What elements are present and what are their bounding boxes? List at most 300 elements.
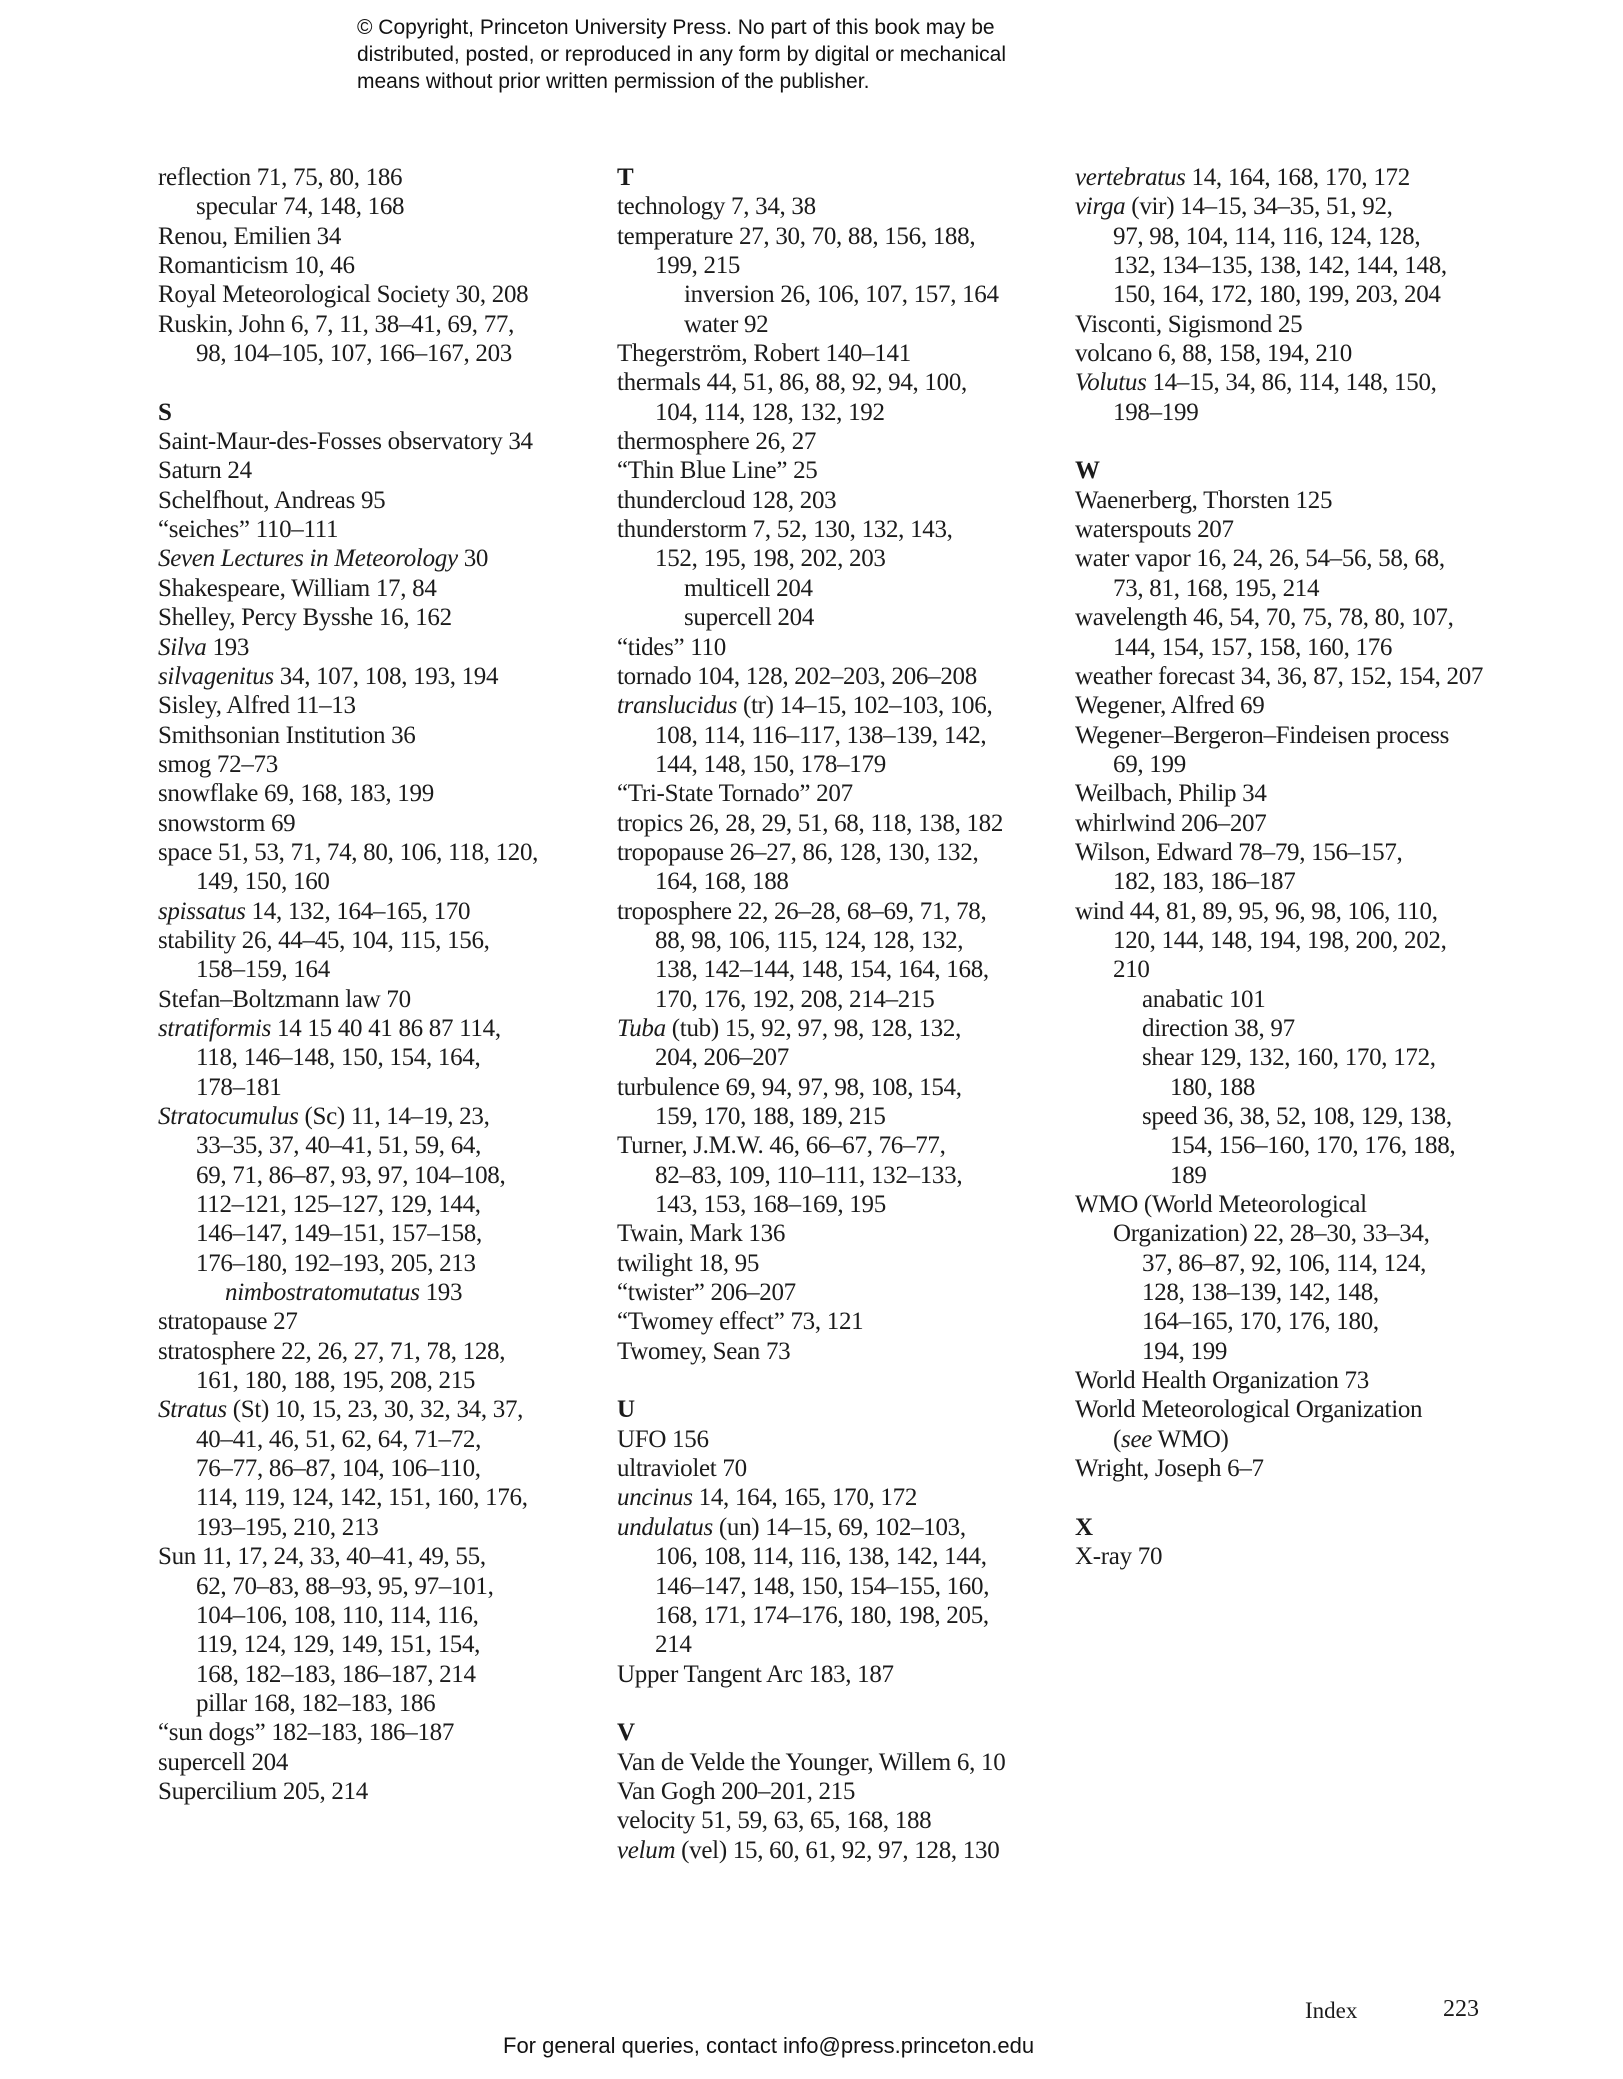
entry-text: 193 bbox=[419, 1279, 463, 1307]
entry-text: waterspouts 207 bbox=[1075, 516, 1234, 544]
entry-text: 14–15, 34, 86, 114, 148, 150, bbox=[1146, 369, 1437, 397]
index-entry-line bbox=[1075, 1337, 1545, 1366]
entry-text: Ruskin, John 6, 7, 11, 38–41, 69, 77, bbox=[158, 310, 515, 338]
entry-text: UFO 156 bbox=[617, 1425, 709, 1453]
entry-text: ultraviolet 70 bbox=[617, 1455, 747, 1483]
entry-text: space 51, 53, 71, 74, 80, 106, 118, 120, bbox=[158, 838, 539, 866]
entry-text: 204, 206–207 bbox=[655, 1044, 789, 1072]
index-entry-line bbox=[1075, 486, 1545, 515]
entry-text: 106, 108, 114, 116, 138, 142, 144, bbox=[655, 1543, 987, 1571]
entry-text: 69, 71, 86–87, 93, 97, 104–108, bbox=[196, 1161, 506, 1189]
index-entry-line bbox=[158, 603, 628, 632]
entry-text: tropics 26, 28, 29, 51, 68, 118, 138, 182 bbox=[617, 809, 1004, 837]
index-entry-line bbox=[1075, 368, 1545, 397]
copyright-line: distributed, posted, or reproduced in any form by digital or mechanical bbox=[357, 43, 1007, 66]
index-entry-line bbox=[1075, 1073, 1545, 1102]
entry-text: (vir) 14–15, 34–35, 51, 92, bbox=[1125, 193, 1393, 221]
entry-text: smog 72–73 bbox=[158, 750, 278, 778]
entry-text: 194, 199 bbox=[1142, 1337, 1228, 1365]
index-entry-line bbox=[1075, 1131, 1545, 1160]
index-entry-line bbox=[1075, 955, 1545, 984]
entry-text: reflection 71, 75, 80, 186 bbox=[158, 164, 403, 191]
entry-text: stratopause 27 bbox=[158, 1308, 298, 1336]
index-entry-line bbox=[1075, 310, 1545, 339]
index-entry-line bbox=[617, 897, 1087, 926]
index-entry-line bbox=[1075, 1161, 1545, 1190]
index-entry-line bbox=[1075, 251, 1545, 280]
entry-text: snowflake 69, 168, 183, 199 bbox=[158, 780, 434, 808]
entry-text: tornado 104, 128, 202–203, 206–208 bbox=[617, 662, 977, 690]
section-heading: X bbox=[1075, 1513, 1093, 1541]
index-entry-line bbox=[617, 427, 1087, 456]
entry-text: volcano 6, 88, 158, 194, 210 bbox=[1075, 340, 1352, 368]
index-entry-line bbox=[158, 926, 628, 955]
index-entry-line bbox=[617, 1190, 1087, 1219]
index-entry-line bbox=[1075, 544, 1545, 573]
index-entry-line bbox=[1075, 809, 1545, 838]
entry-text: water vapor 16, 24, 26, 54–56, 58, 68, bbox=[1075, 545, 1445, 573]
index-entry-line bbox=[158, 1366, 628, 1395]
entry-text: “Tri-State Tornado” 207 bbox=[617, 780, 853, 808]
entry-text: wind 44, 81, 89, 95, 96, 98, 106, 110, bbox=[1075, 897, 1438, 925]
entry-text: Weilbach, Philip 34 bbox=[1075, 780, 1267, 808]
index-entry-line bbox=[617, 280, 1087, 309]
index-entry-line bbox=[158, 1572, 628, 1601]
entry-text: Wilson, Edward 78–79, 156–157, bbox=[1075, 838, 1403, 866]
entry-text: 88, 98, 106, 115, 124, 128, 132, bbox=[655, 926, 964, 954]
index-entry-line bbox=[158, 515, 628, 544]
entry-text: 150, 164, 172, 180, 199, 203, 204 bbox=[1113, 281, 1441, 309]
entry-term-italic: velum bbox=[617, 1836, 676, 1864]
index-entry-line bbox=[158, 1601, 628, 1630]
entry-text: 108, 114, 116–117, 138–139, 142, bbox=[655, 721, 987, 749]
index-entry-line bbox=[1075, 633, 1545, 662]
index-entry-line bbox=[158, 985, 628, 1014]
index-entry-line bbox=[158, 1190, 628, 1219]
entry-text: (tub) 15, 92, 97, 98, 128, 132, bbox=[665, 1014, 962, 1042]
index-entry-line bbox=[158, 339, 628, 368]
entry-text: (vel) 15, 60, 61, 92, 97, 128, 130 bbox=[675, 1836, 1000, 1864]
entry-text: 119, 124, 129, 149, 151, 154, bbox=[196, 1631, 481, 1659]
footer-queries-line: For general queries, contact info@press.princeton.edu bbox=[503, 2033, 1035, 2058]
entry-text: 180, 188 bbox=[1170, 1073, 1256, 1101]
index-entry-line bbox=[158, 192, 628, 221]
entry-text: Organization) 22, 28–30, 33–34, bbox=[1113, 1220, 1430, 1248]
entry-text: stability 26, 44–45, 104, 115, 156, bbox=[158, 926, 490, 954]
index-entry-line bbox=[617, 867, 1087, 896]
entry-text: 210 bbox=[1113, 956, 1150, 984]
index-entry-line bbox=[617, 368, 1087, 397]
index-entry-line bbox=[1075, 603, 1545, 632]
index-entry-line bbox=[158, 1014, 628, 1043]
entry-text: speed 36, 38, 52, 108, 129, 138, bbox=[1142, 1103, 1452, 1130]
entry-text: turbulence 69, 94, 97, 98, 108, 154, bbox=[617, 1073, 962, 1101]
index-entry-line bbox=[158, 544, 628, 573]
entry-text: Stefan–Boltzmann law 70 bbox=[158, 985, 411, 1013]
entry-text: tropopause 26–27, 86, 128, 130, 132, bbox=[617, 838, 979, 866]
entry-text: inversion 26, 106, 107, 157, 164 bbox=[684, 281, 999, 309]
entry-text: Wegener, Alfred 69 bbox=[1075, 692, 1265, 720]
index-entry-line bbox=[158, 1513, 628, 1542]
entry-term-italic: Stratus bbox=[158, 1396, 227, 1424]
index-entry-line bbox=[158, 955, 628, 984]
entry-text: 193–195, 210, 213 bbox=[196, 1513, 379, 1541]
entry-text: “Twomey effect” 73, 121 bbox=[617, 1308, 864, 1336]
index-column-3 bbox=[1075, 163, 1545, 1572]
index-entry-line bbox=[617, 1630, 1087, 1659]
index-entry-line bbox=[617, 1660, 1087, 1689]
entry-text: 154, 156–160, 170, 176, 188, bbox=[1170, 1132, 1456, 1160]
index-entry-line bbox=[617, 1043, 1087, 1072]
entry-text: (un) 14–15, 69, 102–103, bbox=[712, 1513, 966, 1541]
index-entry-line bbox=[158, 1395, 628, 1424]
entry-text: World Meteorological Organization bbox=[1075, 1396, 1423, 1424]
entry-text: WMO (World Meteorological bbox=[1075, 1191, 1367, 1219]
entry-text: direction 38, 97 bbox=[1142, 1014, 1295, 1042]
entry-text: 104–106, 108, 110, 114, 116, bbox=[196, 1601, 479, 1629]
entry-text: “tides” 110 bbox=[617, 633, 726, 661]
entry-text: 164–165, 170, 176, 180, bbox=[1142, 1308, 1379, 1336]
entry-text: supercell 204 bbox=[158, 1748, 289, 1776]
entry-text: 97, 98, 104, 114, 116, 124, 128, bbox=[1113, 222, 1421, 250]
entry-text: 164, 168, 188 bbox=[655, 868, 789, 896]
index-entry-line bbox=[617, 1014, 1087, 1043]
index-entry-line bbox=[158, 1073, 628, 1102]
entry-text: anabatic 101 bbox=[1142, 985, 1266, 1013]
entry-text: Shelley, Percy Bysshe 16, 162 bbox=[158, 604, 452, 632]
entry-text: 34, 107, 108, 193, 194 bbox=[273, 662, 499, 690]
entry-text: 76–77, 86–87, 104, 106–110, bbox=[196, 1455, 481, 1483]
index-entry-line bbox=[617, 1102, 1087, 1131]
entry-text: wavelength 46, 54, 70, 75, 78, 80, 107, bbox=[1075, 604, 1454, 632]
index-entry-line bbox=[1075, 1014, 1545, 1043]
entry-term-italic: Stratocumulus bbox=[158, 1103, 299, 1130]
index-entry-line bbox=[158, 1542, 628, 1571]
index-entry-line bbox=[1075, 515, 1545, 544]
entry-text: Royal Meteorological Society 30, 208 bbox=[158, 281, 529, 309]
entry-text: Smithsonian Institution 36 bbox=[158, 721, 416, 749]
entry-text: 144, 154, 157, 158, 160, 176 bbox=[1113, 633, 1393, 661]
index-entry-line bbox=[617, 662, 1087, 691]
copyright-notice bbox=[357, 14, 1006, 95]
index-entry-line bbox=[1075, 985, 1545, 1014]
index-entry-line bbox=[617, 1806, 1087, 1835]
index-entry-line bbox=[617, 750, 1087, 779]
entry-text: Renou, Emilien 34 bbox=[158, 222, 342, 250]
index-entry-line bbox=[617, 574, 1087, 603]
index-entry-line bbox=[158, 1454, 628, 1483]
entry-text: Wright, Joseph 6–7 bbox=[1075, 1455, 1264, 1483]
index-entry-line bbox=[1075, 691, 1545, 720]
index-entry-line bbox=[158, 691, 628, 720]
index-entry-line bbox=[158, 633, 628, 662]
entry-text: 189 bbox=[1170, 1161, 1207, 1189]
entry-text: ( bbox=[1113, 1425, 1122, 1453]
entry-text: 14, 164, 168, 170, 172 bbox=[1185, 164, 1410, 191]
entry-term-italic: stratiformis bbox=[158, 1014, 272, 1042]
index-column-1 bbox=[158, 163, 628, 1806]
index-entry-line bbox=[617, 1836, 1087, 1865]
index-entry-line bbox=[617, 1513, 1087, 1542]
entry-term-italic: spissatus bbox=[158, 897, 246, 925]
entry-text: Van de Velde the Younger, Willem 6, 10 bbox=[617, 1748, 1006, 1776]
entry-text: snowstorm 69 bbox=[158, 809, 296, 837]
entry-text: thermosphere 26, 27 bbox=[617, 428, 817, 456]
entry-text: 168, 171, 174–176, 180, 198, 205, bbox=[655, 1601, 989, 1629]
index-entry-line bbox=[158, 1278, 628, 1307]
index-entry-line bbox=[617, 721, 1087, 750]
index-entry-line bbox=[158, 222, 628, 251]
entry-text: “Thin Blue Line” 25 bbox=[617, 457, 818, 485]
index-entry-line bbox=[1075, 926, 1545, 955]
entry-text: velocity 51, 59, 63, 65, 168, 188 bbox=[617, 1807, 932, 1835]
index-entry-line bbox=[617, 1307, 1087, 1336]
entry-text: Saturn 24 bbox=[158, 457, 252, 485]
entry-text: 132, 134–135, 138, 142, 144, 148, bbox=[1113, 252, 1447, 280]
entry-text: water 92 bbox=[684, 310, 769, 338]
section-heading: U bbox=[617, 1396, 635, 1424]
index-entry-line bbox=[617, 809, 1087, 838]
entry-text: “seiches” 110–111 bbox=[158, 516, 339, 544]
entry-text: 120, 144, 148, 194, 198, 200, 202, bbox=[1113, 926, 1447, 954]
entry-text: specular 74, 148, 168 bbox=[196, 193, 405, 221]
entry-text: Van Gogh 200–201, 215 bbox=[617, 1777, 856, 1805]
index-entry-line bbox=[1075, 1278, 1545, 1307]
index-entry-line bbox=[158, 486, 628, 515]
footer-page-number: 223 bbox=[1443, 1996, 1479, 2022]
entry-text: Thegerström, Robert 140–141 bbox=[617, 340, 911, 368]
entry-text: 146–147, 148, 150, 154–155, 160, bbox=[655, 1572, 990, 1600]
entry-text: 144, 148, 150, 178–179 bbox=[655, 750, 886, 778]
entry-text: twilight 18, 95 bbox=[617, 1249, 760, 1277]
entry-term-italic: nimbostratomutatus bbox=[225, 1279, 420, 1307]
entry-text: 146–147, 149–151, 157–158, bbox=[196, 1220, 482, 1248]
entry-text: 152, 195, 198, 202, 203 bbox=[655, 545, 886, 573]
index-entry-line bbox=[617, 838, 1087, 867]
index-entry-line bbox=[617, 1483, 1087, 1512]
entry-text: 73, 81, 168, 195, 214 bbox=[1113, 574, 1320, 602]
entry-term-italic: translucidus bbox=[617, 692, 738, 720]
index-entry-line bbox=[1075, 662, 1545, 691]
entry-text: Upper Tangent Arc 183, 187 bbox=[617, 1660, 894, 1688]
index-entry-line bbox=[1075, 779, 1545, 808]
index-entry-line bbox=[1075, 1454, 1545, 1483]
index-entry-line bbox=[158, 838, 628, 867]
entry-text: Supercilium 205, 214 bbox=[158, 1777, 368, 1805]
entry-text: multicell 204 bbox=[684, 574, 813, 602]
index-entry-line bbox=[1075, 1190, 1545, 1219]
index-entry-line bbox=[158, 1483, 628, 1512]
entry-text: 30 bbox=[457, 545, 489, 573]
entry-text: Sun 11, 17, 24, 33, 40–41, 49, 55, bbox=[158, 1543, 486, 1571]
entry-term-italic: see bbox=[1121, 1425, 1153, 1453]
entry-text: 193 bbox=[206, 633, 250, 661]
entry-text: 168, 182–183, 186–187, 214 bbox=[196, 1660, 476, 1688]
entry-term-italic: uncinus bbox=[617, 1484, 693, 1512]
entry-text: 98, 104–105, 107, 166–167, 203 bbox=[196, 340, 513, 368]
entry-text: 114, 119, 124, 142, 151, 160, 176, bbox=[196, 1484, 528, 1512]
index-entry-line bbox=[617, 222, 1087, 251]
index-entry-line bbox=[158, 750, 628, 779]
entry-text: 199, 215 bbox=[655, 252, 741, 280]
entry-term-italic: virga bbox=[1075, 193, 1126, 221]
index-entry-line bbox=[1075, 897, 1545, 926]
entry-text: Schelfhout, Andreas 95 bbox=[158, 486, 386, 514]
entry-term-italic: undulatus bbox=[617, 1513, 713, 1541]
index-entry-line bbox=[158, 163, 628, 192]
index-entry-line bbox=[1075, 1425, 1545, 1454]
entry-text: 159, 170, 188, 189, 215 bbox=[655, 1103, 886, 1130]
entry-text: Twomey, Sean 73 bbox=[617, 1337, 791, 1365]
index-entry-line bbox=[617, 926, 1087, 955]
index-entry-line bbox=[617, 1131, 1087, 1160]
entry-text: 104, 114, 128, 132, 192 bbox=[655, 398, 885, 426]
index-entry-line bbox=[158, 1718, 628, 1747]
entry-text: Shakespeare, William 17, 84 bbox=[158, 574, 437, 602]
entry-text: supercell 204 bbox=[684, 604, 815, 632]
index-entry-line bbox=[158, 1131, 628, 1160]
entry-text: 214 bbox=[655, 1631, 692, 1659]
entry-text: technology 7, 34, 38 bbox=[617, 193, 816, 221]
index-entry-line bbox=[158, 1630, 628, 1659]
entry-text: thundercloud 128, 203 bbox=[617, 486, 837, 514]
entry-text: temperature 27, 30, 70, 88, 156, 188, bbox=[617, 222, 976, 250]
section-heading: V bbox=[617, 1719, 635, 1747]
index-entry-line bbox=[158, 1660, 628, 1689]
entry-text: Waenerberg, Thorsten 125 bbox=[1075, 486, 1333, 514]
index-entry-line bbox=[617, 339, 1087, 368]
index-entry-line bbox=[158, 809, 628, 838]
entry-text: 40–41, 46, 51, 62, 64, 71–72, bbox=[196, 1425, 482, 1453]
entry-term-italic: Volutus bbox=[1075, 369, 1147, 397]
index-entry-line bbox=[617, 985, 1087, 1014]
entry-text: 112–121, 125–127, 129, 144, bbox=[196, 1191, 481, 1219]
index-entry-line bbox=[1075, 163, 1545, 192]
entry-text: X-ray 70 bbox=[1075, 1543, 1163, 1571]
entry-text: thermals 44, 51, 86, 88, 92, 94, 100, bbox=[617, 369, 967, 397]
index-entry-line bbox=[1075, 750, 1545, 779]
entry-text: 69, 199 bbox=[1113, 750, 1186, 778]
index-entry-line bbox=[158, 427, 628, 456]
index-entry-line bbox=[1075, 1043, 1545, 1072]
entry-text: whirlwind 206–207 bbox=[1075, 809, 1267, 837]
index-entry-line bbox=[158, 1043, 628, 1072]
index-entry-line bbox=[1075, 280, 1545, 309]
index-entry-line bbox=[617, 1748, 1087, 1777]
entry-text: “sun dogs” 182–183, 186–187 bbox=[158, 1719, 455, 1747]
copyright-line: © Copyright, Princeton University Press. No part of this book may be bbox=[357, 16, 995, 39]
index-entry-line bbox=[617, 779, 1087, 808]
entry-text: 37, 86–87, 92, 106, 114, 124, bbox=[1142, 1249, 1427, 1277]
index-entry-line bbox=[158, 1689, 628, 1718]
entry-text: 118, 146–148, 150, 154, 164, bbox=[196, 1044, 481, 1072]
entry-text: stratosphere 22, 26, 27, 71, 78, 128, bbox=[158, 1337, 506, 1365]
index-entry-line bbox=[617, 1219, 1087, 1248]
entry-text: (Sc) 11, 14–19, 23, bbox=[298, 1103, 490, 1130]
index-entry-line bbox=[1075, 867, 1545, 896]
entry-text: 14 15 40 41 86 87 114, bbox=[271, 1014, 501, 1042]
index-entry-line bbox=[158, 1748, 628, 1777]
index-entry-line bbox=[617, 544, 1087, 573]
entry-text: Saint-Maur-des-Fosses observatory 34 bbox=[158, 428, 533, 456]
index-entry-line bbox=[1075, 398, 1545, 427]
entry-text: pillar 168, 182–183, 186 bbox=[196, 1689, 436, 1717]
entry-text: World Health Organization 73 bbox=[1075, 1367, 1369, 1395]
entry-text: 138, 142–144, 148, 154, 164, 168, bbox=[655, 956, 989, 984]
index-entry-line bbox=[158, 1777, 628, 1806]
index-entry-line bbox=[158, 1161, 628, 1190]
entry-text: 149, 150, 160 bbox=[196, 868, 330, 896]
index-entry-line bbox=[617, 1278, 1087, 1307]
index-entry-line bbox=[158, 310, 628, 339]
index-entry-line bbox=[617, 398, 1087, 427]
entry-text: 62, 70–83, 88–93, 95, 97–101, bbox=[196, 1572, 494, 1600]
index-entry-line bbox=[158, 574, 628, 603]
section-heading: S bbox=[158, 398, 172, 426]
entry-text: 182, 183, 186–187 bbox=[1113, 868, 1296, 896]
footer-section-label: Index bbox=[1305, 1998, 1358, 2023]
entry-term-italic: Silva bbox=[158, 633, 207, 661]
index-entry-line bbox=[617, 1249, 1087, 1278]
index-entry-line bbox=[617, 1073, 1087, 1102]
entry-text: 161, 180, 188, 195, 208, 215 bbox=[196, 1367, 476, 1395]
index-entry-line bbox=[617, 1454, 1087, 1483]
index-entry-line bbox=[158, 251, 628, 280]
index-entry-line bbox=[617, 251, 1087, 280]
entry-text: 33–35, 37, 40–41, 51, 59, 64, bbox=[196, 1132, 482, 1160]
index-entry-line bbox=[158, 779, 628, 808]
index-entry-line bbox=[617, 486, 1087, 515]
entry-text: Romanticism 10, 46 bbox=[158, 252, 355, 280]
index-entry-line bbox=[158, 280, 628, 309]
index-entry-line bbox=[158, 456, 628, 485]
index-entry-line bbox=[617, 1777, 1087, 1806]
index-entry-line bbox=[158, 897, 628, 926]
index-entry-line bbox=[617, 603, 1087, 632]
index-entry-line bbox=[617, 633, 1087, 662]
index-entry-line bbox=[1075, 1542, 1545, 1571]
copyright-line: means without prior written permission of the publisher. bbox=[357, 70, 870, 93]
index-entry-line bbox=[617, 691, 1087, 720]
entry-text: Visconti, Sigismond 25 bbox=[1075, 310, 1303, 338]
entry-text: 198–199 bbox=[1113, 398, 1199, 426]
index-entry-line bbox=[158, 867, 628, 896]
index-entry-line bbox=[1075, 1366, 1545, 1395]
entry-text: 158–159, 164 bbox=[196, 956, 330, 984]
index-entry-line bbox=[1075, 838, 1545, 867]
entry-text: 14, 164, 165, 170, 172 bbox=[692, 1484, 918, 1512]
entry-text: troposphere 22, 26–28, 68–69, 71, 78, bbox=[617, 897, 987, 925]
index-entry-line bbox=[158, 1219, 628, 1248]
index-entry-line bbox=[158, 1102, 628, 1131]
index-entry-line bbox=[617, 310, 1087, 339]
entry-text: 128, 138–139, 142, 148, bbox=[1142, 1279, 1379, 1307]
section-heading: T bbox=[617, 164, 634, 191]
entry-text: 14, 132, 164–165, 170 bbox=[245, 897, 471, 925]
index-entry-line bbox=[617, 1542, 1087, 1571]
index-entry-line bbox=[1075, 1102, 1545, 1131]
index-entry-line bbox=[1075, 574, 1545, 603]
index-entry-line bbox=[617, 1601, 1087, 1630]
entry-text: “twister” 206–207 bbox=[617, 1279, 796, 1307]
index-entry-line bbox=[1075, 339, 1545, 368]
index-entry-line bbox=[1075, 1307, 1545, 1336]
entry-text: Turner, J.M.W. 46, 66–67, 76–77, bbox=[617, 1132, 946, 1160]
entry-term-italic: silvagenitus bbox=[158, 662, 274, 690]
index-entry-line bbox=[1075, 1395, 1545, 1424]
index-entry-line bbox=[1075, 721, 1545, 750]
entry-text: 176–180, 192–193, 205, 213 bbox=[196, 1249, 476, 1277]
